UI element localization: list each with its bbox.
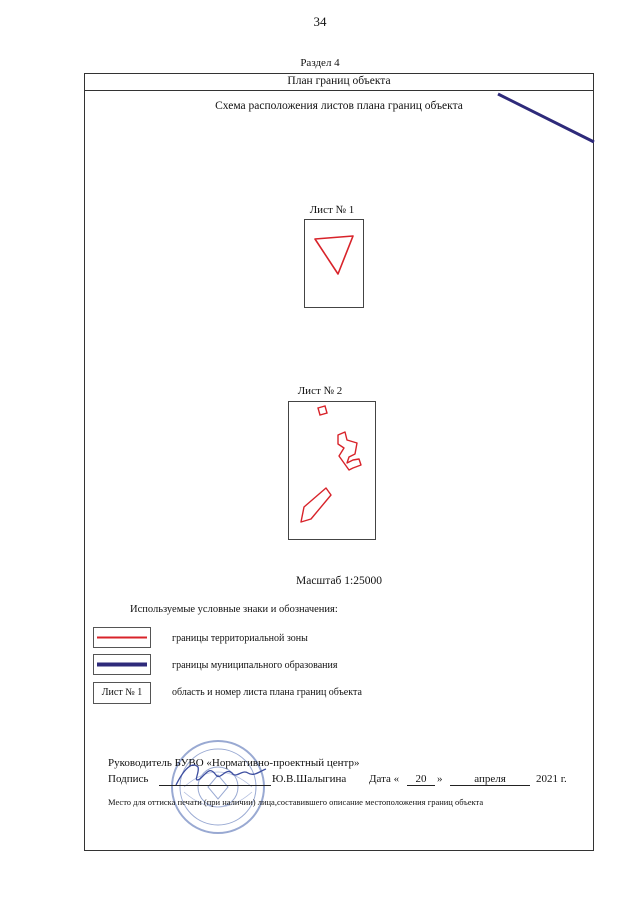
sheet-1-box [304, 219, 364, 308]
signature-position-line: Руководитель БУВО «Нормативно-проектный центр» [108, 757, 360, 769]
handwritten-signature [170, 757, 270, 791]
sheet-2-zone-outlines [289, 402, 375, 539]
legend-municipal-sample [93, 654, 151, 675]
date-day-close: » [437, 773, 443, 785]
legend-zone-text: границы территориальной зоны [172, 633, 308, 644]
scale-label: Масштаб 1:25000 [296, 575, 382, 587]
date-label: Дата « [369, 773, 400, 785]
sheet-2-label: Лист № 2 [297, 385, 343, 397]
sheet-2-box [288, 401, 376, 540]
sheet-1-zone-outline [305, 220, 363, 307]
date-day: 20 [407, 773, 435, 786]
sheet-1-label: Лист № 1 [309, 204, 355, 216]
signature-label: Подпись [108, 773, 149, 785]
municipal-boundary-line [490, 90, 600, 150]
date-year: 2021 г. [536, 773, 567, 785]
date-month: апреля [450, 773, 530, 786]
plan-header: План границ объекта [84, 73, 594, 91]
legend-zone-sample [93, 627, 151, 648]
legend-sheet-sample: Лист № 1 [93, 682, 151, 704]
legend-heading: Используемые условные знаки и обозначения: [130, 604, 338, 615]
scheme-title: Схема расположения листов плана границ объекта [215, 100, 463, 112]
signer-name: Ю.В.Шалыгина [272, 773, 347, 785]
legend-sheet-text: область и номер листа плана границ объекта [172, 687, 362, 698]
section-label: Раздел 4 [300, 57, 340, 69]
legend-municipal-text: границы муниципального образования [172, 660, 338, 671]
stamp-place-note: Место для оттиска печати (при наличии) лица,составившего описание местоположения границ объекта [108, 797, 484, 807]
page-number: 34 [313, 14, 327, 29]
